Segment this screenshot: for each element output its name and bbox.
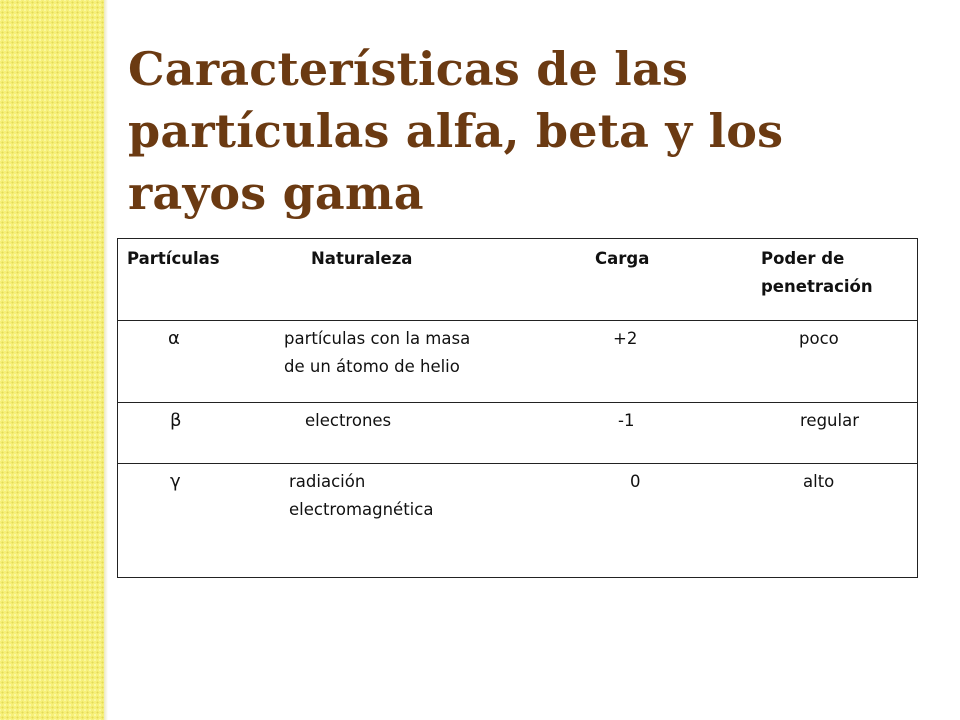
table-row-alfa — [118, 321, 917, 403]
table-row-beta — [118, 403, 917, 464]
cell-poder-alfa: poco — [799, 329, 839, 348]
header-carga: Carga — [595, 249, 650, 268]
header-particulas: Partículas — [127, 249, 220, 268]
cell-poder-gama: alto — [803, 472, 835, 491]
cell-particula-gama: γ — [170, 471, 181, 492]
header-naturaleza: Naturaleza — [311, 249, 413, 268]
cell-naturaleza-beta: electrones — [305, 411, 392, 430]
decorative-side-stripe — [0, 0, 104, 720]
side-stripe-edge — [104, 0, 108, 720]
header-poder-penetracion: Poder de penetración — [761, 249, 873, 296]
slide-title: Características de las partículas alfa, beta y los rayos gama — [128, 42, 784, 220]
cell-naturaleza-alfa: partículas con la masa de un átomo de helio — [284, 329, 471, 376]
cell-particula-alfa: α — [168, 328, 180, 349]
cell-naturaleza-gama: radiación electromagnética — [289, 472, 434, 519]
cell-carga-beta: -1 — [618, 411, 635, 430]
particles-table — [117, 238, 918, 578]
cell-poder-beta: regular — [800, 411, 859, 430]
table-header-row — [118, 239, 917, 321]
table-row-gama — [118, 464, 917, 577]
cell-carga-alfa: +2 — [613, 329, 638, 348]
cell-particula-beta: β — [170, 410, 182, 431]
cell-carga-gama: 0 — [630, 472, 641, 491]
